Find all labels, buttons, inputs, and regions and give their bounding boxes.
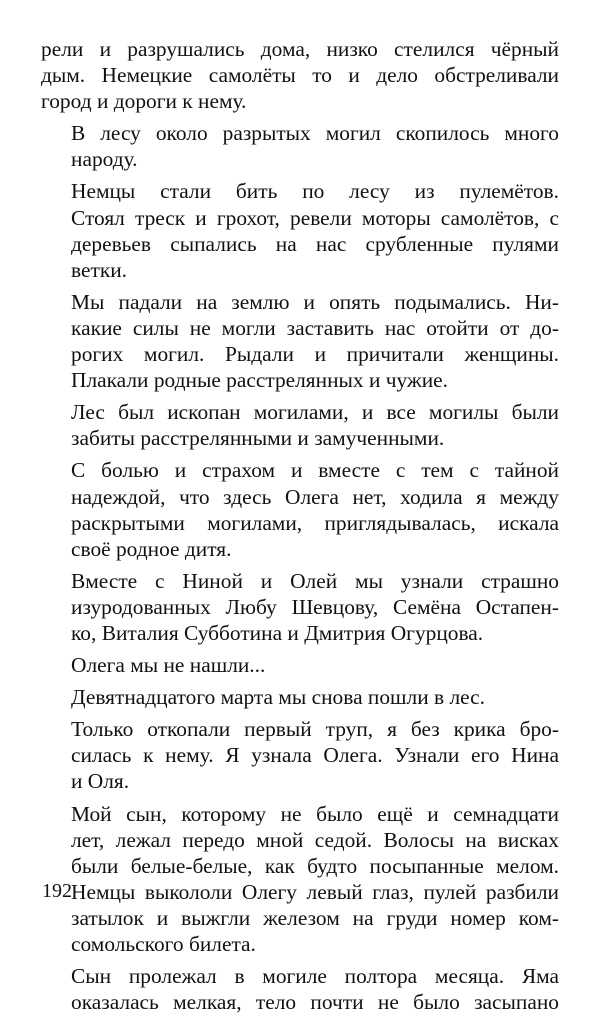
text-line: какие силы не могли заставить нас отойти от до- [71,315,559,340]
text-line: город и дороги к нему. [41,89,247,114]
text-line: В лесу около разрытых могил скопилось много [71,121,559,146]
text-line: Немцы стали бить по лесу из пулемётов. [71,179,559,204]
paragraph [41,289,559,393]
text-line: Вместе с Ниной и Олей мы узнали страшно [71,568,559,593]
text-line: дым. Немецкие самолёты то и дело обстреливали [41,63,559,88]
text-line: народу. [71,147,138,172]
text-line: силась к нему. Я узнала Олега. Узнали его Нина [71,743,559,768]
text-line: ко, Виталия Субботина и Дмитрия Огурцова. [71,620,484,645]
text-line: раскрытыми могилами, приглядывалась, искала [71,510,559,535]
page-number: 192 [42,880,72,902]
text-line: забиты расстрелянными и замученными. [71,426,445,451]
page-text [41,36,559,1021]
text-line: сомольского билета. [71,932,256,956]
text-line: лет, лежал передо мной седой. Волосы на висках [71,827,559,852]
text-line: изуродованных Любу Шевцову, Семёна Остапен- [71,594,559,619]
text-line: Мы падали на землю и опять подымались. Ни- [71,289,559,314]
text-line: надеждой, что здесь Олега нет, ходила я между [71,484,559,509]
text-line: Олега мы не нашли... [71,653,266,678]
text-line: Стоял треск и грохот, ревели моторы самолётов, с [71,205,559,230]
paragraph [41,716,559,794]
text-line: деревьев сыпались на нас срубленные пулями [71,231,559,256]
paragraph [41,36,559,114]
paragraph [41,399,559,451]
paragraph [41,684,559,710]
text-line: Сын пролежал в могиле полтора месяца. Яма [71,964,559,989]
paragraph [41,568,559,646]
text-line: Плакали родные расстрелянных и чужие. [71,368,448,393]
text-line: Мой сын, которому не было ещё и семнадцати [71,801,559,826]
text-line: оказалась мелкая, тело почти не было засыпано [71,990,559,1015]
paragraph [41,801,559,958]
paragraph [41,963,559,1015]
text-line: и Оля. [71,769,130,794]
paragraph [41,652,559,678]
text-line: Немцы выкололи Олегу левый глаз, пулей разбили [71,879,559,904]
text-line: С болью и страхом и вместе с тем с тайной [71,458,559,483]
text-line: были белые-белые, как будто посыпанные мелом. [71,853,559,878]
text-line: Девятнадцатого марта мы снова пошли в лес. [71,685,485,710]
text-line: ветки. [71,257,128,282]
text-line: своё родное дитя. [71,536,232,561]
paragraph [41,457,559,561]
text-line: Лес был ископан могилами, и все могилы были [71,400,559,425]
text-line: рели и разрушались дома, низко стелился чёрный [41,37,559,61]
text-line: рогих могил. Рыдали и причитали женщины. [71,342,559,367]
paragraph [41,178,559,282]
text-line: Только откопали первый труп, я без крика бро- [71,717,559,742]
text-line: затылок и выжгли железом на груди номер ком- [71,905,559,930]
paragraph [41,120,559,172]
